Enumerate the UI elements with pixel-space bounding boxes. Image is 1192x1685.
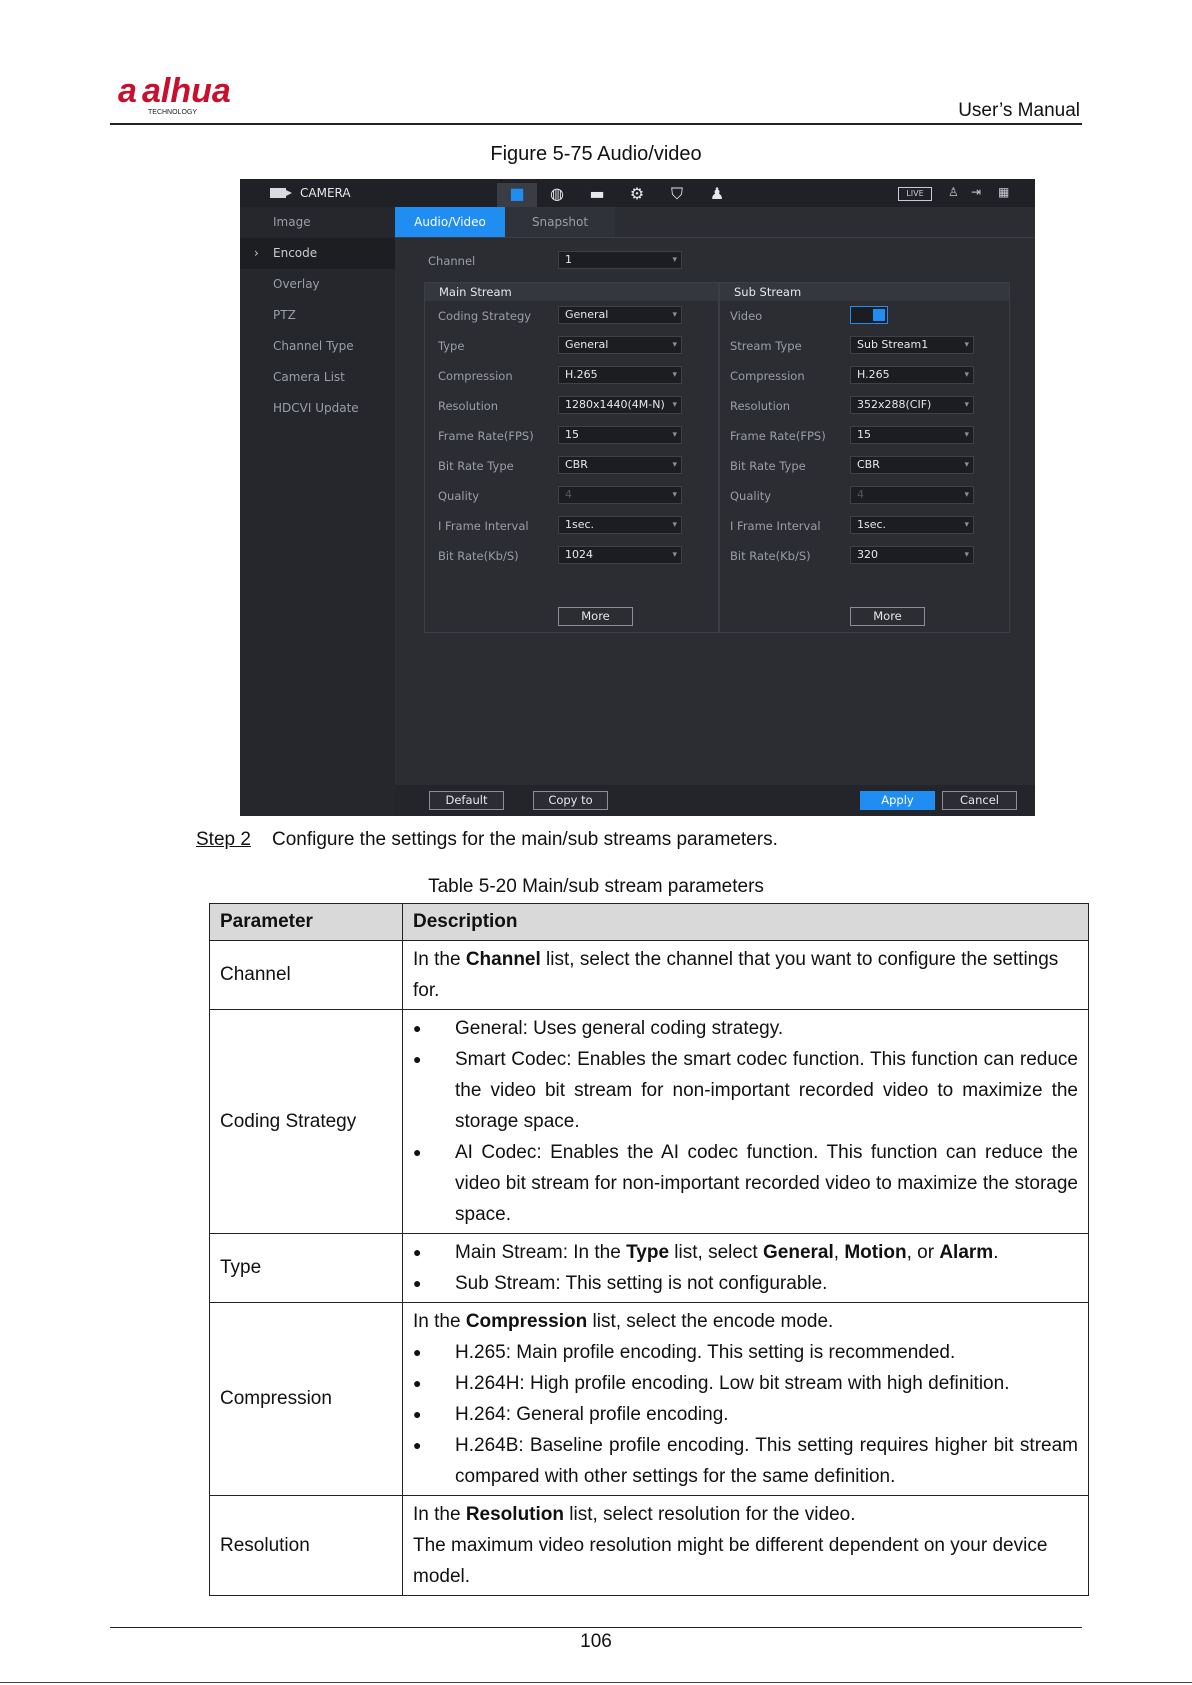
- bullet-icon: ●: [413, 1020, 422, 1036]
- sidebar-item-channel-type[interactable]: Channel Type: [273, 339, 354, 353]
- list-item: ● H.264B: Baseline profile encoding. This setting requires higher bit stream compared with other settings for the same definition.: [413, 1430, 1078, 1492]
- sub-compression-select[interactable]: H.265 ▾: [850, 366, 974, 384]
- resolution-intro: In the Resolution list, select resolution for the video.: [413, 1504, 856, 1525]
- bullet-icon: ●: [413, 1344, 422, 1360]
- manual-title: User’s Manual: [958, 100, 1080, 121]
- live-button[interactable]: LIVE: [898, 187, 932, 201]
- sidebar-item-encode[interactable]: › Encode: [240, 238, 395, 269]
- table-header-row: [210, 904, 1089, 941]
- main-coding-strategy-label: Coding Strategy: [438, 309, 532, 323]
- channel-label: Channel: [428, 254, 476, 268]
- page-number: 106: [580, 1631, 612, 1652]
- main-resolution-select[interactable]: 1280x1440(4M-N) ▾: [558, 396, 682, 414]
- list-item: ● Main Stream: In the Type list, select General, Motion, or Alarm.: [413, 1237, 1078, 1268]
- page-bottom-rule: [0, 1682, 1192, 1683]
- table-row: [210, 1234, 1089, 1303]
- chevron-right-icon: ›: [254, 246, 259, 260]
- svg-text:alhua: alhua: [142, 72, 231, 110]
- step-number: Step 2: [196, 829, 251, 850]
- list-item: ● Sub Stream: This setting is not configurable.: [413, 1268, 1078, 1299]
- param-resolution: Resolution: [210, 1496, 403, 1596]
- main-bit-rate-type-label: Bit Rate Type: [438, 459, 514, 473]
- desc-coding-strategy: [403, 1010, 1089, 1234]
- sub-stream-title: Sub Stream: [720, 283, 1009, 301]
- main-iframe-interval-label: I Frame Interval: [438, 519, 529, 533]
- account-icon[interactable]: ♟: [709, 184, 725, 203]
- sub-bit-rate-type-select[interactable]: CBR ▾: [850, 456, 974, 474]
- tab-snapshot[interactable]: Snapshot: [505, 207, 615, 237]
- sub-frame-rate-select[interactable]: 15 ▾: [850, 426, 974, 444]
- sub-more-button[interactable]: More: [850, 607, 925, 626]
- channel-select[interactable]: 1 ▾: [558, 251, 682, 269]
- sidebar-item-overlay[interactable]: Overlay: [273, 277, 320, 291]
- sidebar-item-ptz[interactable]: PTZ: [273, 308, 296, 322]
- header-rule: [110, 123, 1082, 125]
- sidebar-item-hdcvi-update[interactable]: HDCVI Update: [273, 401, 359, 415]
- default-button[interactable]: Default: [429, 791, 504, 810]
- bullet-icon: ●: [413, 1437, 422, 1453]
- main-coding-strategy-select[interactable]: General ▾: [558, 306, 682, 324]
- bullet-icon: ●: [413, 1375, 422, 1391]
- desc-type: [403, 1234, 1089, 1303]
- resolution-note: The maximum video resolution might be different dependent on your device model.: [413, 1535, 1048, 1587]
- param-coding-strategy: Coding Strategy: [210, 1010, 403, 1234]
- sidebar-item-image[interactable]: Image: [273, 215, 311, 229]
- sub-iframe-interval-label: I Frame Interval: [730, 519, 821, 533]
- sub-stream-type-select[interactable]: Sub Stream1 ▾: [850, 336, 974, 354]
- main-bit-rate-select[interactable]: 1024 ▾: [558, 546, 682, 564]
- param-channel: Channel: [210, 941, 403, 1010]
- main-type-select[interactable]: General ▾: [558, 336, 682, 354]
- main-iframe-interval-select[interactable]: 1sec. ▾: [558, 516, 682, 534]
- main-frame-rate-label: Frame Rate(FPS): [438, 429, 534, 443]
- main-quality-select: 4 ▾: [558, 486, 682, 504]
- security-icon[interactable]: ⛉: [670, 184, 683, 203]
- bullet-icon: ●: [413, 1051, 422, 1067]
- list-item: ● AI Codec: Enables the AI codec function. This function can reduce the video bit stream for non-important recorded video to maximize the storage space.: [413, 1137, 1078, 1230]
- sidebar-item-camera-list[interactable]: Camera List: [273, 370, 345, 384]
- list-item: ● H.265: Main profile encoding. This setting is recommended.: [413, 1337, 1078, 1368]
- logout-icon[interactable]: ⇥: [971, 185, 982, 199]
- sub-compression-label: Compression: [730, 369, 805, 383]
- compression-intro: In the Compression list, select the encode mode.: [413, 1311, 834, 1332]
- tab-audio-video[interactable]: Audio/Video: [395, 207, 505, 237]
- list-item: ● H.264H: High profile encoding. Low bit stream with high definition.: [413, 1368, 1078, 1399]
- storage-icon[interactable]: ▬: [589, 184, 605, 203]
- desc-channel: In the Channel list, select the channel that you want to configure the settings for.: [403, 941, 1089, 1010]
- main-bit-rate-type-select[interactable]: CBR ▾: [558, 456, 682, 474]
- bullet-icon: ●: [413, 1144, 422, 1160]
- list-item: ● H.264: General profile encoding.: [413, 1399, 1078, 1430]
- header-description: Description: [403, 904, 1089, 941]
- dahua-logo: [118, 72, 258, 118]
- copy-to-button[interactable]: Copy to: [533, 791, 608, 810]
- network-icon[interactable]: ◍: [550, 184, 564, 203]
- sub-quality-select: 4 ▾: [850, 486, 974, 504]
- camera-icon: [270, 188, 286, 198]
- param-type: Type: [210, 1234, 403, 1303]
- header-parameter: Parameter: [210, 904, 403, 941]
- section-title: CAMERA: [300, 186, 351, 200]
- main-stream-title: Main Stream: [425, 283, 718, 301]
- list-item: ● Smart Codec: Enables the smart codec function. This function can reduce the video bit stream for non-important recorded video to maximize the storage space.: [413, 1044, 1078, 1137]
- table-row: [210, 941, 1089, 1010]
- cancel-button[interactable]: Cancel: [942, 791, 1017, 810]
- step-text: Configure the settings for the main/sub streams parameters.: [272, 829, 778, 850]
- main-bit-rate-label: Bit Rate(Kb/S): [438, 549, 519, 563]
- main-type-label: Type: [438, 339, 465, 353]
- main-resolution-label: Resolution: [438, 399, 499, 413]
- sub-video-label: Video: [730, 309, 763, 323]
- camera-tab-icon[interactable]: ■: [497, 183, 537, 207]
- sub-resolution-select[interactable]: 352x288(CIF) ▾: [850, 396, 974, 414]
- bullet-icon: ●: [413, 1275, 422, 1291]
- desc-resolution: [403, 1496, 1089, 1596]
- main-compression-label: Compression: [438, 369, 513, 383]
- qr-icon[interactable]: ▦: [998, 185, 1010, 199]
- param-compression: Compression: [210, 1303, 403, 1496]
- main-more-button[interactable]: More: [558, 607, 633, 626]
- sub-resolution-label: Resolution: [730, 399, 791, 413]
- main-compression-select[interactable]: H.265 ▾: [558, 366, 682, 384]
- desc-compression: [403, 1303, 1089, 1496]
- bullet-icon: ●: [413, 1406, 422, 1422]
- tab-divider: [395, 237, 1035, 238]
- figure-caption: Figure 5-75 Audio/video: [490, 143, 702, 165]
- sub-bit-rate-select[interactable]: 320 ▾: [850, 546, 974, 564]
- system-icon[interactable]: ⚙: [629, 184, 645, 203]
- main-frame-rate-select[interactable]: 15 ▾: [558, 426, 682, 444]
- table-row: [210, 1303, 1089, 1496]
- table-caption: Table 5-20 Main/sub stream parameters: [428, 876, 764, 897]
- sub-stream-type-label: Stream Type: [730, 339, 802, 353]
- table-row: [210, 1496, 1089, 1596]
- apply-button[interactable]: Apply: [860, 791, 935, 810]
- user-icon[interactable]: ♙: [948, 185, 959, 199]
- svg-text:TECHNOLOGY: TECHNOLOGY: [148, 109, 198, 116]
- bullet-icon: ●: [413, 1244, 422, 1260]
- svg-text:a: a: [118, 72, 137, 110]
- toggle-knob: [873, 309, 885, 321]
- sub-frame-rate-label: Frame Rate(FPS): [730, 429, 826, 443]
- sub-iframe-interval-select[interactable]: 1sec. ▾: [850, 516, 974, 534]
- parameter-table: [209, 903, 1089, 1596]
- footer-rule: [110, 1627, 1082, 1628]
- sub-bit-rate-label: Bit Rate(Kb/S): [730, 549, 811, 563]
- sub-video-toggle[interactable]: [850, 306, 888, 324]
- dvr-screenshot: [240, 179, 1035, 816]
- main-quality-label: Quality: [438, 489, 480, 503]
- list-item: ● General: Uses general coding strategy.: [413, 1013, 1078, 1044]
- table-row: [210, 1010, 1089, 1234]
- sub-bit-rate-type-label: Bit Rate Type: [730, 459, 806, 473]
- sub-quality-label: Quality: [730, 489, 772, 503]
